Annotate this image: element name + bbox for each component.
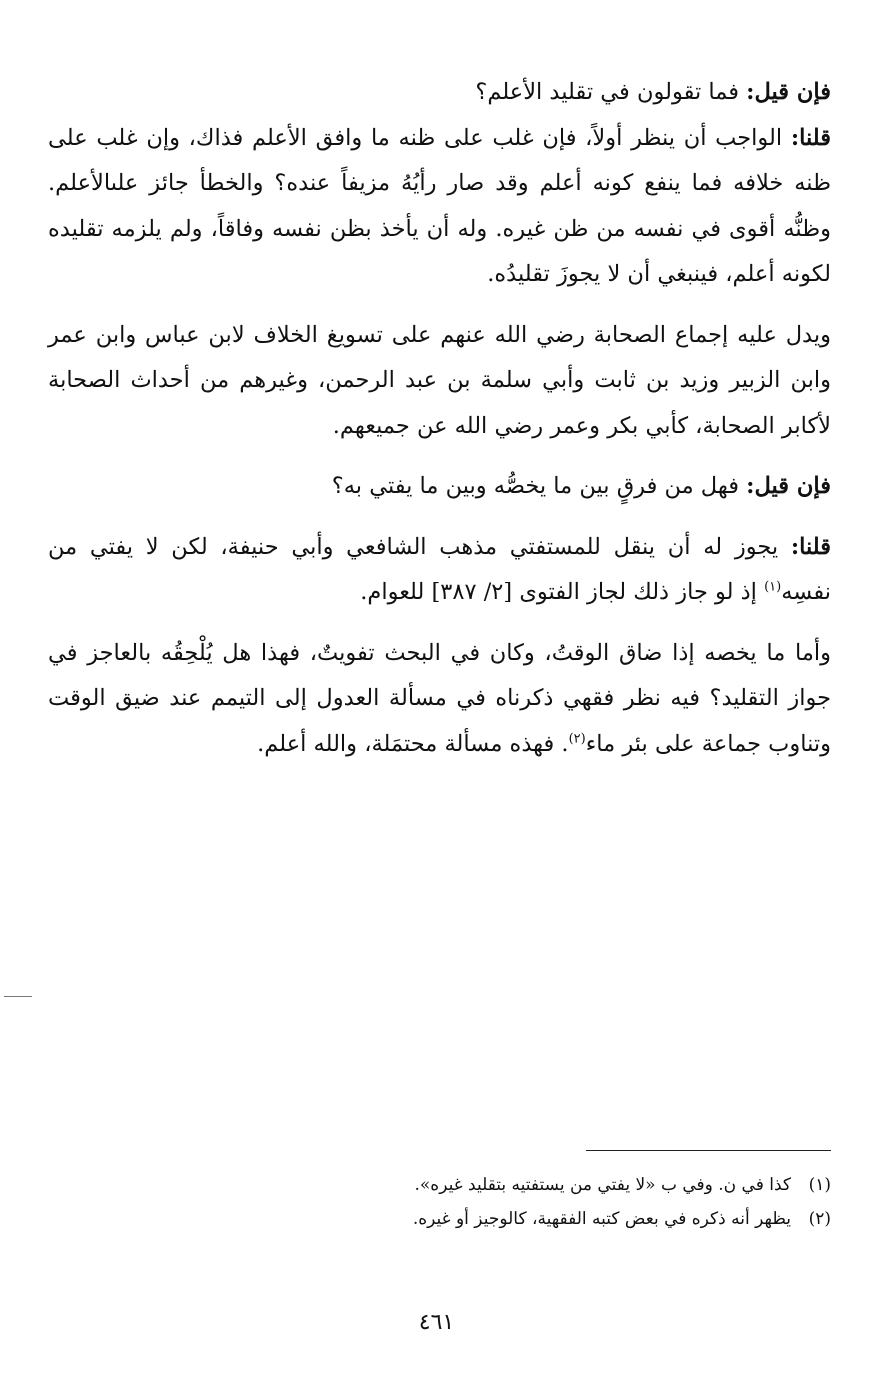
footnote-text: كذا في ن. وفي ب «لا يفتي من يستفتيه بتقليد غيره».: [414, 1175, 791, 1195]
paragraph-text-after: . فهذه مسألة محتمَلة، والله أعلم.: [257, 730, 569, 757]
paragraph-3: [48, 313, 831, 450]
margin-mark: [4, 996, 32, 997]
paragraph-text: فما تقولون في تقليد الأعلم؟: [475, 79, 747, 105]
footnote-1: [48, 1168, 831, 1202]
paragraph-lead: فإن قيل:: [746, 473, 831, 499]
paragraph-text: الواجب أن ينظر أولاً، فإن غلب على ظنه ما وافق الأعلم فذاك، وإن غلب على ظنه خلافه فما ينفع كونه أعلم وقد صار رأيُهُ مزيفاً عنده؟ والخطأ جائز علىالأعلم. وظنُّه أقوى في نفسه من ظن غيره. وله أن يأخذ بظن نفسه وفاقاً، ولم يلزمه تقليده لكونه أعلم، فينبغي أن لا يجوزَ تقليدُه.: [48, 124, 831, 287]
footnotes: [48, 1168, 831, 1236]
paragraph-text: فهل من فرقٍ بين ما يخصُّه وبين ما يفتي به؟: [331, 473, 747, 499]
page-number: ٤٦١: [418, 1310, 455, 1335]
paragraph-5: [48, 525, 831, 616]
paragraph-text: ويدل عليه إجماع الصحابة رضي الله عنهم على تسويغ الخلاف لابن عباس وابن عمر وابن الزبير وزيد بن ثابت وأبي سلمة بن عبد الرحمن، وغيرهم من أحداث الصحابة لأكابر الصحابة، كأبي بكر وعمر رضي الله عن جميعهم.: [48, 321, 831, 439]
paragraph-text: وأما ما يخصه إذا ضاق الوقتُ، وكان في البحث تفويتٌ، فهذا هل يُلْحِقُه بالعاجز في جواز التقليد؟ فيه نظر فقهي ذكرناه في مسألة العدول إلى التيمم عند ضيق الوقت وتناوب جماعة على بئر ماء: [48, 639, 831, 757]
footnote-number: (١): [808, 1175, 831, 1195]
footnote-divider: [586, 1150, 831, 1151]
footnote-number: (٢): [808, 1209, 831, 1229]
footnote-ref-1[interactable]: (١): [764, 579, 782, 595]
paragraph-2: [48, 116, 831, 298]
footnote-ref-2[interactable]: (٢): [568, 731, 586, 746]
paragraph-1: [48, 70, 831, 116]
paragraph-4: [48, 464, 831, 510]
paragraph-lead: قلنا:: [790, 533, 831, 560]
paragraph-text-after: إذ لو جاز ذلك لجاز الفتوى [٢/ ٣٨٧] للعوام.: [360, 579, 765, 605]
paragraph-6: [48, 631, 831, 768]
paragraph-lead: فإن قيل:: [746, 79, 831, 105]
footnote-text: يظهر أنه ذكره في بعض كتبه الفقهية، كالوجيز أو غيره.: [412, 1209, 791, 1229]
paragraph-text: يجوز له أن ينقل للمستفتي مذهب الشافعي وأبي حنيفة، لكن لا يفتي من نفسِه: [48, 533, 831, 605]
footnote-2: [48, 1202, 831, 1236]
paragraph-lead: قلنا:: [790, 124, 831, 151]
main-text: [48, 70, 831, 767]
